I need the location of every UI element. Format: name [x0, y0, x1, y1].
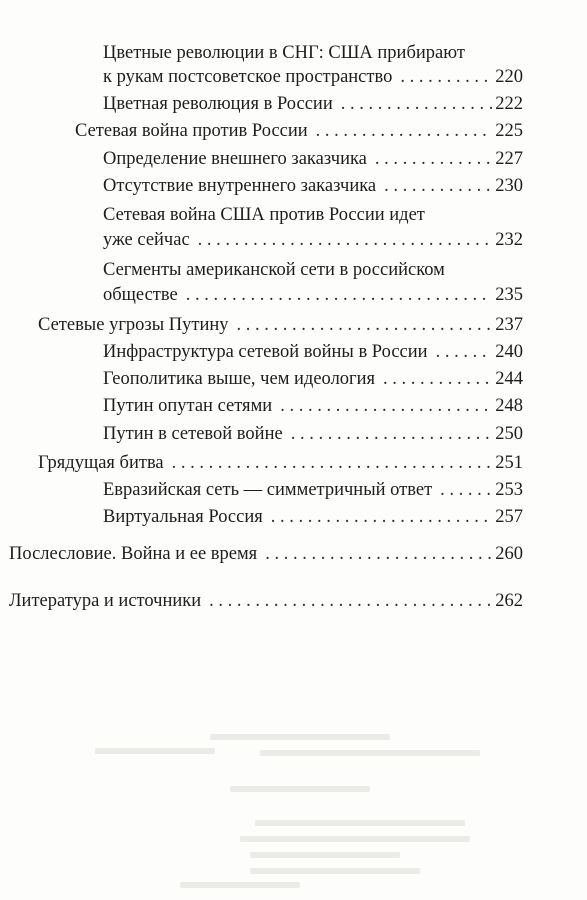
dot-leader: [291, 423, 493, 445]
toc-entry-title: Инфраструктура сетевой войны в России: [103, 342, 428, 362]
toc-entry-title: Виртуальная Россия: [103, 507, 263, 527]
toc-entry-title: Евразийская сеть — симметричный ответ: [103, 480, 433, 500]
toc-entry[interactable]: [103, 368, 523, 390]
toc-entry-page: 220: [495, 67, 523, 87]
toc-entry-title: Определение внешнего заказчика: [103, 149, 367, 169]
dot-leader: [316, 120, 493, 142]
dot-leader: [436, 341, 493, 363]
toc-entry-title: Литература и источники: [9, 591, 202, 611]
toc-entry[interactable]: [9, 590, 523, 612]
toc-entry[interactable]: [38, 452, 523, 474]
dot-leader: [186, 284, 493, 306]
toc-entry-title: Грядущая битва: [38, 453, 164, 473]
dot-leader: [440, 479, 492, 501]
toc-entry[interactable]: [103, 66, 523, 88]
toc-entry-title: Геополитика выше, чем идеология: [103, 369, 376, 389]
toc-entry[interactable]: [103, 341, 523, 363]
toc-entry-page: 232: [495, 230, 523, 250]
dot-leader: [198, 229, 493, 251]
toc-entry-page: 237: [495, 315, 523, 335]
toc-entry-page: 260: [495, 544, 523, 564]
toc-entry-title: Сетевая война против России: [75, 121, 308, 141]
toc-entry-title-line1: Сегменты американской сети в российском: [103, 260, 445, 280]
toc-entry-page: 227: [495, 149, 523, 169]
toc-entry[interactable]: [103, 93, 523, 115]
toc-entry-page: 240: [495, 342, 523, 362]
toc-entry-title: Цветная революция в России: [103, 94, 333, 114]
toc-entry[interactable]: [38, 314, 523, 336]
toc-entry[interactable]: [75, 120, 523, 142]
dot-leader: [265, 543, 492, 565]
toc-entry-page: 248: [495, 396, 523, 416]
dot-leader: [209, 590, 492, 612]
dot-leader: [375, 148, 492, 170]
toc-entry-title: Послесловие. Война и ее время: [9, 544, 258, 564]
toc-entry-page: 262: [495, 591, 523, 611]
toc-entry[interactable]: [9, 543, 523, 565]
dot-leader: [271, 506, 492, 528]
dot-leader: [400, 66, 492, 88]
toc-entry[interactable]: [103, 148, 523, 170]
toc-entry[interactable]: [103, 479, 523, 501]
toc-entry-title: Сетевые угрозы Путину: [38, 315, 229, 335]
dot-leader: [341, 93, 493, 115]
toc-entry-page: 225: [495, 121, 523, 141]
toc-entry-page: 250: [495, 424, 523, 444]
toc-entry[interactable]: [103, 423, 523, 445]
toc-entry-title: к рукам постсоветское пространство: [103, 67, 393, 87]
dot-leader: [383, 368, 492, 390]
toc-entry-title-line1: Сетевая война США против России идет: [103, 205, 425, 225]
dot-leader: [384, 175, 492, 197]
toc-entry-title: Путин в сетевой войне: [103, 424, 283, 444]
dot-leader: [280, 395, 492, 417]
toc-entry[interactable]: [103, 175, 523, 197]
toc-entry-title: Путин опутан сетями: [103, 396, 273, 416]
toc-entry-title: обществе: [103, 285, 178, 305]
dot-leader: [237, 314, 493, 336]
toc-entry[interactable]: [103, 229, 523, 251]
toc-entry-title-line1: Цветные революции в СНГ: США прибирают: [103, 43, 465, 63]
toc-entry[interactable]: [103, 506, 523, 528]
toc-entry-page: 251: [495, 453, 523, 473]
toc-entry-page: 253: [495, 480, 523, 500]
toc-entry-title: уже сейчас: [103, 230, 190, 250]
show-through-texture: [0, 690, 587, 900]
toc-entry-page: 235: [495, 285, 523, 305]
dot-leader: [172, 452, 493, 474]
toc-entry-page: 230: [495, 176, 523, 196]
toc-entry-page: 257: [495, 507, 523, 527]
toc-entry-page: 222: [495, 94, 523, 114]
toc-entry[interactable]: [103, 284, 523, 306]
toc-entry-page: 244: [495, 369, 523, 389]
toc-entry[interactable]: [103, 395, 523, 417]
toc-entry-title: Отсутствие внутреннего заказчика: [103, 176, 377, 196]
